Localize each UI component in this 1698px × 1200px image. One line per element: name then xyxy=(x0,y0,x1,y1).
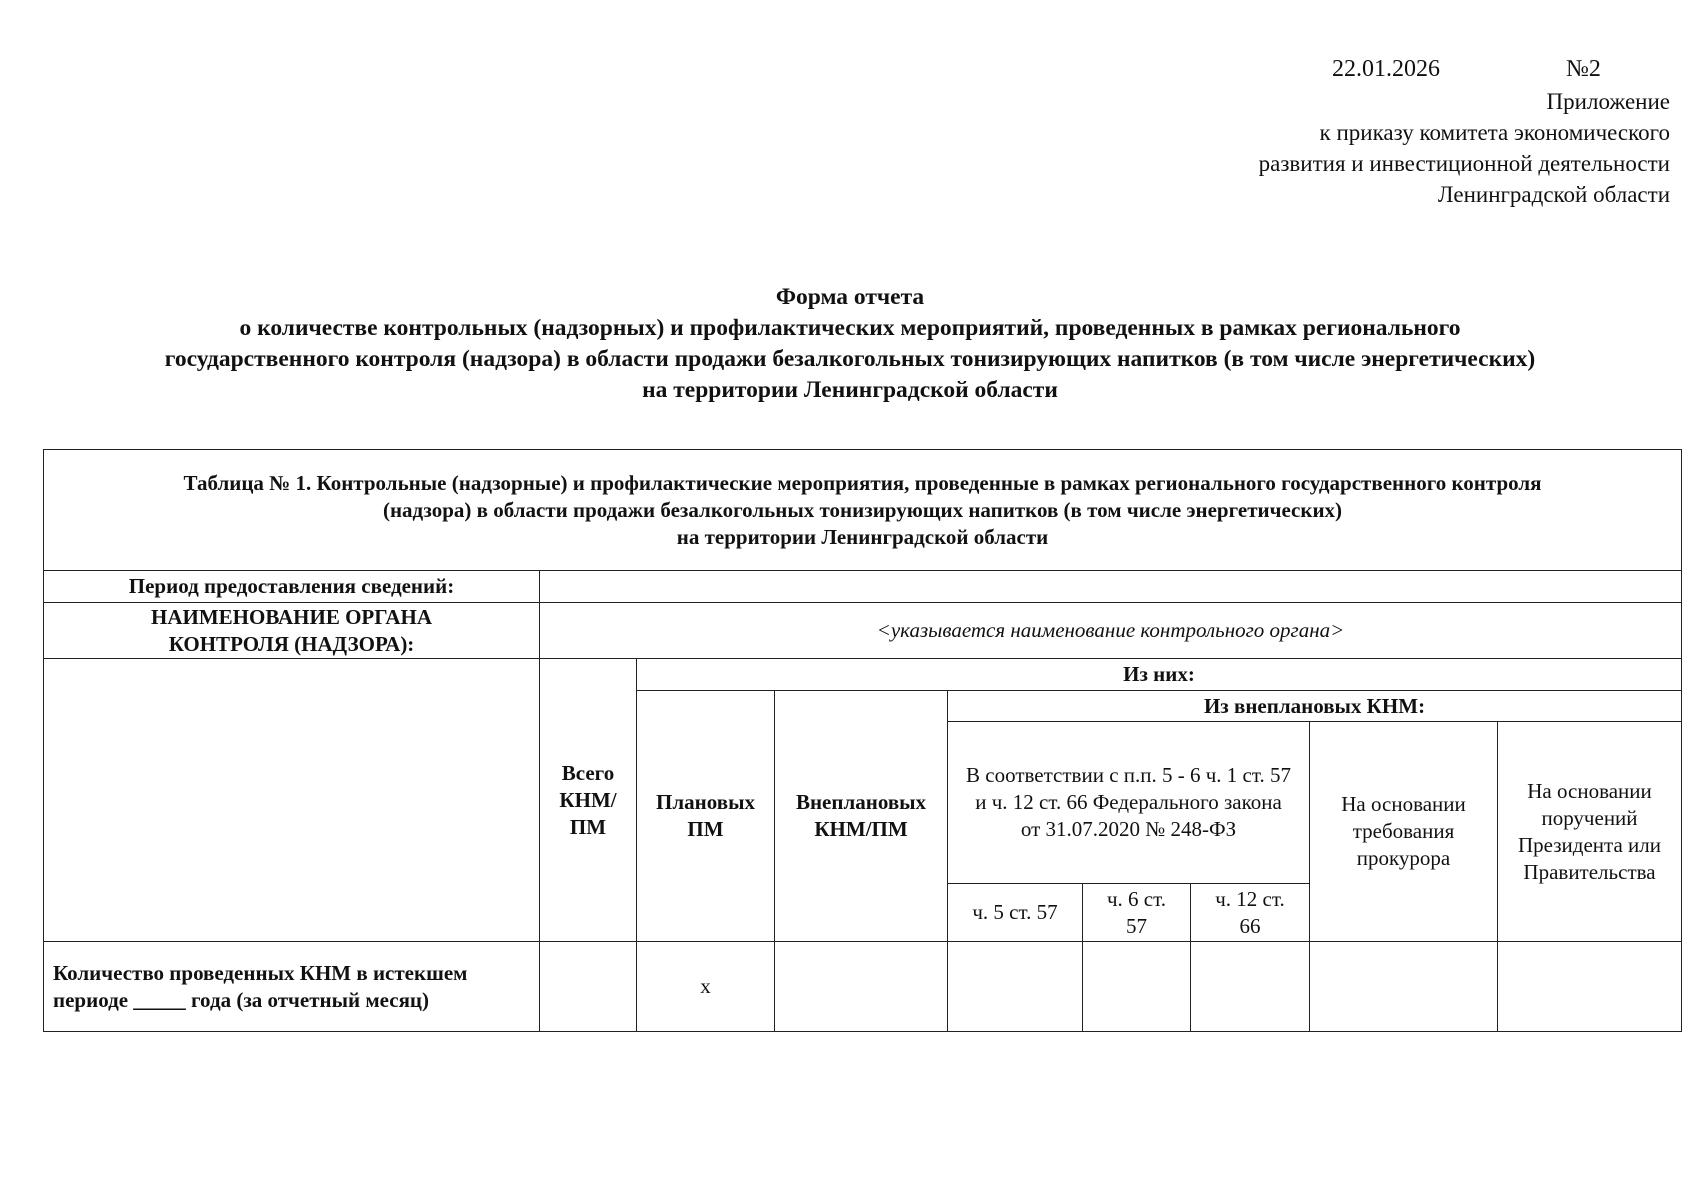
table-title-line: на территории Ленинградской области xyxy=(676,524,1049,549)
cell-ch6-st57[interactable] xyxy=(1083,942,1191,1032)
header-total: Всего КНМ/ ПМ xyxy=(540,659,637,942)
cell-ch5-st57[interactable] xyxy=(948,942,1083,1032)
cell-prosecutor[interactable] xyxy=(1310,942,1498,1032)
header-unplanned: Внеплановых КНМ/ПМ xyxy=(775,691,948,942)
header-according-law: В соответствии с п.п. 5 - 6 ч. 1 ст. 57 и ч. 12 ст. 66 Федерального закона от 31.07.2020 № 248-ФЗ xyxy=(948,722,1310,884)
header-of-unplanned: Из внеплановых КНМ: xyxy=(948,691,1682,722)
appendix-line: Ленинградской области xyxy=(1437,182,1670,207)
cell-unplanned[interactable] xyxy=(775,942,948,1032)
organ-label: НАИМЕНОВАНИЕ ОРГАНА КОНТРОЛЯ (НАДЗОРА): xyxy=(44,603,540,659)
cell-planned[interactable]: х xyxy=(637,942,775,1032)
form-title-line: о количестве контрольных (надзорных) и профилактических мероприятий, проведенных в рамках регионального xyxy=(239,315,1461,341)
organ-value-field[interactable]: <указывается наименование контрольного органа> xyxy=(540,603,1682,659)
appendix-line: к приказу комитета экономического xyxy=(1319,120,1670,145)
header-planned: Плановых ПМ xyxy=(637,691,775,942)
header-president: На основании поручений Президента или Правительства xyxy=(1498,722,1682,942)
header-sub-5: ч. 5 ст. 57 xyxy=(948,884,1083,942)
period-label: Период предоставления сведений: xyxy=(44,571,540,603)
document-number: №2 xyxy=(1566,56,1601,82)
header-sub-6: ч. 6 ст. 57 xyxy=(1083,884,1191,942)
header-sub-12: ч. 12 ст. 66 xyxy=(1191,884,1310,942)
form-title xyxy=(40,282,1660,406)
table-title xyxy=(44,450,1682,571)
form-title-line: Форма отчета xyxy=(775,284,925,310)
cell-total[interactable] xyxy=(540,942,637,1032)
appendix-block xyxy=(1110,86,1670,210)
appendix-line: Приложение xyxy=(1546,89,1670,114)
header-prosecutor: На основании требования прокурора xyxy=(1310,722,1498,942)
header-of-them: Из них: xyxy=(637,659,1682,691)
document-date: 22.01.2026 xyxy=(1332,56,1440,82)
table-title-line: Таблица № 1. Контрольные (надзорные) и профилактические мероприятия, проведенные в рамках регионального государственного контроля xyxy=(183,470,1542,495)
report-table xyxy=(43,449,1682,1032)
appendix-line: развития и инвестиционной деятельности xyxy=(1258,151,1670,176)
table-title-line: (надзора) в области продажи безалкогольных тонизирующих напитков (в том числе энергетических) xyxy=(382,497,1343,522)
form-title-line: на территории Ленинградской области xyxy=(642,377,1058,403)
form-title-line: государственного контроля (надзора) в области продажи безалкогольных тонизирующих напитков (в том числе энергетических) xyxy=(164,346,1536,372)
period-value-field[interactable] xyxy=(540,571,1682,603)
row-header-blank xyxy=(44,659,540,942)
cell-president[interactable] xyxy=(1498,942,1682,1032)
cell-ch12-st66[interactable] xyxy=(1191,942,1310,1032)
row-label: Количество проведенных КНМ в истекшем периоде _____ года (за отчетный месяц) xyxy=(44,942,540,1032)
